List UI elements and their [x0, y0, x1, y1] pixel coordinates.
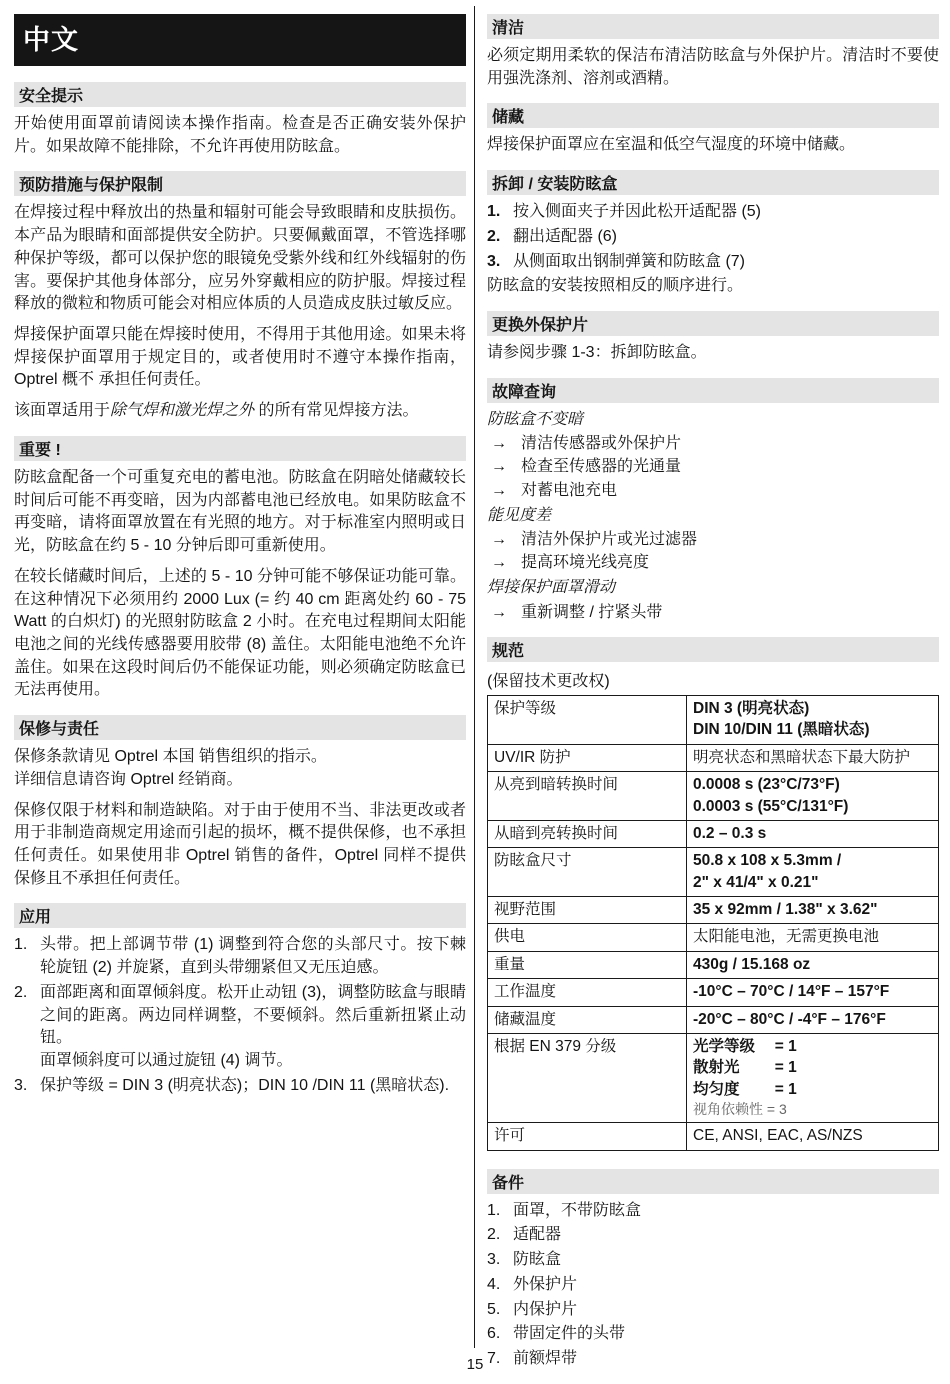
arrow-icon: → [491, 554, 507, 572]
section-heading-troubleshooting: 故障查询 [487, 378, 939, 403]
section-safety [14, 82, 466, 158]
paragraph: 请参阅步骤 1-3：拆卸防眩盒。 [487, 344, 707, 362]
section-heading-removal: 拆卸 / 安装防眩盒 [487, 170, 939, 195]
section-heading-warranty: 保修与责任 [14, 715, 466, 740]
section-warranty [14, 715, 466, 890]
list-text: 外保护片 [513, 1275, 578, 1293]
spec-label: 储藏温度 [488, 1006, 687, 1033]
arrow-icon: → [491, 458, 507, 476]
list-text: 防眩盒 [513, 1251, 562, 1269]
text-run-italic: 除气焊和激光焊之外 [110, 402, 255, 420]
table-row [488, 897, 939, 924]
list-item [487, 201, 939, 224]
trouble-solution [487, 601, 939, 624]
table-row [488, 772, 939, 821]
paragraph: 保修仅限于材料和制造缺陷。对于由于使用不当、非法更改或者用于非制造商规定用途而引起的损坏，概不提供保修，也不承担任何责任。如果使用非 Optrel 销售的备件，Optrel 同样不提供保修且不承担任何责任。 [14, 801, 466, 887]
spec-value: 50.8 x 108 x 5.3mm / 2" x 41/4" x 0.21" [687, 848, 939, 897]
section-heading-precautions: 预防措施与保护限制 [14, 171, 466, 196]
list-text: 保护等级 = DIN 3 (明亮状态)；DIN 10 /DIN 11 (黑暗状态). [40, 1076, 450, 1094]
section-cleaning [487, 14, 939, 90]
trouble-solution [487, 432, 939, 455]
trouble-group [487, 577, 939, 624]
trouble-group [487, 409, 939, 502]
table-row [488, 924, 939, 951]
list-item [487, 251, 939, 274]
paragraph: 在焊接过程中释放出的热量和辐射可能会导致眼睛和皮肤损伤。本产品为眼睛和面部提供安全防护。只要佩戴面罩，不管选择哪种保护等级，都可以保护您的眼镜免受紫外线和红外线辐射的伤害。要保护其他身体部分，应另外穿戴相应的防护服。焊接过程释放的微粒和物质可能会对相应体质的人员造成皮肤过敏反应。 [14, 204, 466, 313]
arrow-icon: → [491, 531, 507, 549]
paragraph: 焊接保护面罩应在室温和低空气湿度的环境中储藏。 [487, 136, 856, 154]
trouble-solution [487, 551, 939, 574]
list-number: 5. [487, 1300, 501, 1318]
list-item [14, 982, 466, 1073]
list-item [14, 934, 466, 979]
spec-value: 35 x 92mm / 1.38" x 3.62" [687, 897, 939, 924]
section-heading-replace-lens: 更换外保护片 [487, 311, 939, 336]
paragraph: 焊接保护面罩只能在焊接时使用，不得用于其他用途。如果未将焊接保护面罩用于规定目的，或者使用时不遵守本操作指南，Optrel 概不 承担任何责任。 [14, 326, 466, 389]
paragraph: 保修条款请见 Optrel 本国 销售组织的指示。 [14, 748, 327, 766]
paragraph: 开始使用面罩前请阅读本操作指南。检查是否正确安装外保护片。如果故障不能排除，不允许再使用防眩盒。 [14, 115, 466, 155]
list-number: 2. [487, 1226, 501, 1244]
spec-value: 太阳能电池，无需更换电池 [687, 924, 939, 951]
list-text: 面罩，不带防眩盒 [513, 1201, 642, 1219]
right-column [487, 14, 939, 1384]
list-text: 带固定件的头带 [513, 1325, 626, 1343]
left-column [14, 14, 466, 1110]
arrow-icon: → [491, 603, 507, 621]
spec-label: 从亮到暗转换时间 [488, 772, 687, 821]
list-item [14, 1075, 466, 1098]
table-row [488, 696, 939, 745]
trouble-solution-text: 提高环境光线亮度 [521, 554, 650, 572]
spec-label: UV/IR 防护 [488, 744, 687, 771]
specs-table [487, 695, 939, 1151]
spec-label: 防眩盒尺寸 [488, 848, 687, 897]
spec-label: 重量 [488, 951, 687, 978]
list-number: 3. [487, 1251, 501, 1269]
trouble-problem: 防眩盒不变暗 [487, 410, 584, 428]
list-text: 内保护片 [513, 1300, 578, 1318]
section-specs [487, 637, 939, 1151]
section-replace-lens [487, 311, 939, 365]
section-troubleshooting [487, 378, 939, 624]
list-number: 3. [487, 252, 501, 270]
list-text: 面部距离和面罩倾斜度。松开止动钮 (3)，调整防眩盒与眼睛之间的距离。两边同样调整，不要倾斜。然后重新扭紧止动钮。 面罩倾斜度可以通过旋钮 (4) 调节。 [40, 983, 466, 1069]
paragraph: 必须定期用柔软的保洁布清洁防眩盒与外保护片。清洁时不要使用强洗涤剂、溶剂或酒精。 [487, 47, 939, 87]
spec-value: CE, ANSI, EAC, AS/NZS [687, 1123, 939, 1150]
paragraph: 详细信息请咨询 Optrel 经销商。 [14, 770, 243, 788]
list-text: 前额焊带 [513, 1350, 578, 1368]
trouble-solution-text: 对蓄电池充电 [521, 481, 618, 499]
spec-value: -20°C – 80°C / -4°F – 176°F [687, 1006, 939, 1033]
spec-value [687, 1033, 939, 1122]
column-divider [474, 6, 475, 1348]
section-application [14, 903, 466, 1097]
trouble-solution [487, 455, 939, 478]
text-run: 的所有常见焊接方法。 [254, 402, 419, 420]
list-number: 2. [487, 227, 501, 245]
list-number: 1. [487, 1201, 501, 1219]
list-item [487, 1249, 939, 1272]
table-row [488, 848, 939, 897]
table-row [488, 820, 939, 847]
section-storage [487, 103, 939, 157]
spec-label: 工作温度 [488, 979, 687, 1006]
list-text: 翻出适配器 (6) [513, 227, 618, 245]
spec-label: 供电 [488, 924, 687, 951]
section-heading-safety: 安全提示 [14, 82, 466, 107]
trouble-problem: 能见度差 [487, 506, 552, 524]
list-number: 6. [487, 1325, 501, 1343]
paragraph: 防眩盒的安装按照相反的顺序进行。 [487, 277, 744, 295]
spec-value: DIN 3 (明亮状态) DIN 10/DIN 11 (黑暗状态) [687, 696, 939, 745]
list-item [487, 226, 939, 249]
table-row [488, 951, 939, 978]
list-number: 1. [487, 203, 501, 221]
table-row [488, 744, 939, 771]
arrow-icon: → [491, 481, 507, 499]
list-number: 1. [14, 936, 28, 954]
list-number: 4. [487, 1275, 501, 1293]
section-heading-spare-parts: 备件 [487, 1169, 939, 1194]
list-item [487, 1299, 939, 1322]
section-removal [487, 170, 939, 298]
spec-value: 0.0008 s (23°C/73°F) 0.0003 s (55°C/131°F) [687, 772, 939, 821]
list-number: 7. [487, 1350, 501, 1368]
paragraph: 在较长储藏时间后，上述的 5 - 10 分钟可能不够保证功能可靠。在这种情况下必须用约 2000 Lux (= 约 40 cm 距离处约 60 - 75 Watt 的白炽灯) 的光照射防眩盒 2 小时。在充电过程期间太阳能电池之间的光线传感器要用胶带 (8) 盖住。太阳能电池绝不允许盖住。如果在这段时间后仍不能保证功能，则必须确定防眩盒已无法再使用。 [14, 567, 466, 699]
list-item [487, 1323, 939, 1346]
text-run: 该面罩适用于 [14, 402, 111, 420]
specs-subheading: (保留技术更改权) [487, 673, 610, 691]
section-heading-specs: 规范 [487, 637, 939, 662]
trouble-solution-text: 清洁外保护片或光过滤器 [521, 531, 698, 549]
arrow-icon: → [491, 435, 507, 453]
spec-value: -10°C – 70°C / 14°F – 157°F [687, 979, 939, 1006]
section-heading-storage: 储藏 [487, 103, 939, 128]
spec-label: 保护等级 [488, 696, 687, 745]
trouble-solution [487, 528, 939, 551]
section-important [14, 436, 466, 702]
table-row [488, 979, 939, 1006]
section-heading-application: 应用 [14, 903, 466, 928]
trouble-solution-text: 清洁传感器或外保护片 [521, 435, 682, 453]
section-spare-parts [487, 1169, 939, 1371]
list-item [487, 1200, 939, 1223]
page-title: 中文 [14, 14, 466, 66]
spec-value: 明亮状态和黑暗状态下最大防护 [687, 744, 939, 771]
trouble-solution [487, 479, 939, 502]
list-text: 适配器 [513, 1226, 562, 1244]
paragraph [14, 400, 466, 423]
paragraph: 防眩盒配备一个可重复充电的蓄电池。防眩盒在阴暗处储藏较长时间后可能不再变暗，因为内部蓄电池已经放电。如果防眩盒不再变暗，请将面罩放置在有光照的地方。对于标准室内照明或日光，防眩盒在约 5 - 10 分钟后即可重新使用。 [14, 468, 466, 555]
page-number: 15 [466, 1356, 484, 1373]
table-row [488, 1006, 939, 1033]
list-text: 从侧面取出钢制弹簧和防眩盒 (7) [513, 252, 746, 270]
spec-value: 430g / 15.168 oz [687, 951, 939, 978]
trouble-problem: 焊接保护面罩滑动 [487, 579, 616, 597]
section-heading-cleaning: 清洁 [487, 14, 939, 39]
spec-label: 许可 [488, 1123, 687, 1150]
en379-angle-dependence: 视角依赖性 = 3 [693, 1101, 787, 1118]
table-row [488, 1123, 939, 1150]
list-item [487, 1274, 939, 1297]
list-text: 头带。把上部调节带 (1) 调整到符合您的头部尺寸。按下棘轮旋钮 (2) 并旋紧，直到头带绷紧但又无压迫感。 [40, 936, 466, 977]
spec-label: 从暗到亮转换时间 [488, 820, 687, 847]
list-item [487, 1224, 939, 1247]
spec-label: 视野范围 [488, 897, 687, 924]
trouble-solution-text: 检查至传感器的光通量 [521, 458, 682, 476]
section-precautions [14, 171, 466, 422]
trouble-solution-text: 重新调整 / 拧紧头带 [521, 603, 663, 621]
spec-value: 0.2 – 0.3 s [687, 820, 939, 847]
en379-values: 光学等级 = 1 散射光 = 1 均匀度 = 1 [693, 1037, 797, 1098]
spec-label: 根据 EN 379 分级 [488, 1033, 687, 1122]
trouble-group [487, 505, 939, 575]
table-row [488, 1033, 939, 1122]
list-number: 3. [14, 1076, 28, 1094]
list-text: 按入侧面夹子并因此松开适配器 (5) [513, 203, 762, 221]
list-number: 2. [14, 983, 28, 1001]
section-heading-important: 重要 ! [14, 436, 466, 461]
